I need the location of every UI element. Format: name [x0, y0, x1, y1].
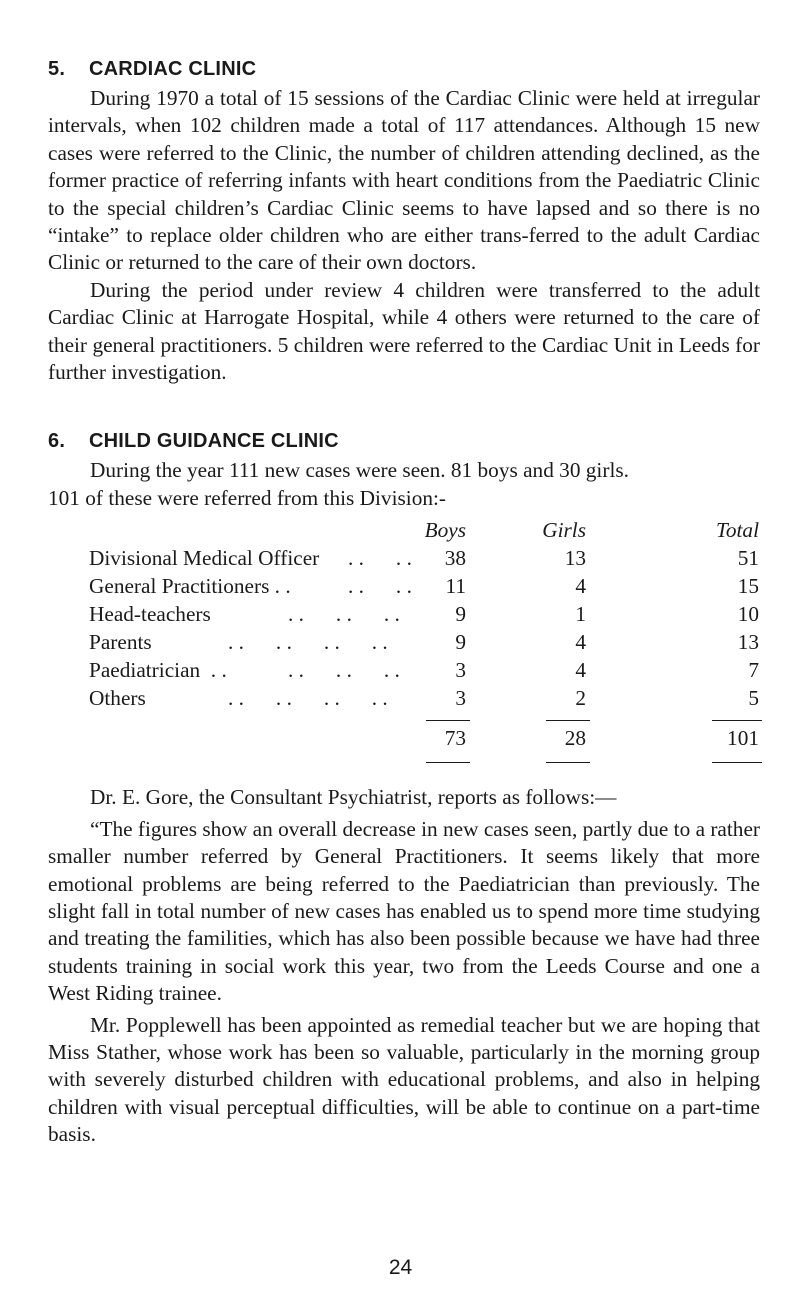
psychiatrist-quote-paragraph: “The figures show an overall decrease in new cases seen, partly due to a rather smaller number referred by General Practitioners. It seems likely that more emotional problems are being referred to the Paediatrician than previously. The slight fall in total number of new cases has enabled us to spend more time studying and treating the familities, which has also been possible because we have had three students training in social work this year, two from the Leeds Course and one a West Riding trainee. [48, 816, 760, 1006]
referral-table [48, 518, 760, 754]
table-header-row [48, 518, 760, 546]
closing-rule-boys [426, 762, 470, 763]
totals-boys: 73 [444, 726, 466, 751]
guidance-intro-line-2: 101 of these were referred from this Division:- [48, 485, 447, 510]
row-total: 7 [748, 658, 759, 683]
row-total: 51 [737, 546, 759, 571]
section-6-heading [48, 430, 760, 453]
row-label: Divisional Medical Officer [89, 546, 320, 571]
document-page [48, 58, 760, 1149]
row-boys: 9 [455, 602, 466, 627]
row-girls: 2 [575, 686, 586, 711]
row-girls: 4 [575, 574, 586, 599]
row-label: Paediatrician . . [89, 658, 227, 683]
closing-rule-girls [546, 762, 590, 763]
totals-total: 101 [727, 726, 759, 751]
row-label: Others [89, 686, 146, 711]
row-boys: 38 [444, 546, 466, 571]
row-leader-dots: . . . . . . . . [228, 630, 388, 655]
row-leader-dots: . . . . [348, 546, 412, 571]
row-label: General Practitioners . . [89, 574, 291, 599]
row-girls: 4 [575, 630, 586, 655]
header-girls: Girls [542, 518, 586, 543]
table-row [48, 602, 760, 630]
row-total: 15 [737, 574, 759, 599]
row-leader-dots: . . . . . . [288, 658, 400, 683]
section-6-title: CHILD GUIDANCE CLINIC [89, 430, 339, 453]
row-label: Parents [89, 630, 152, 655]
section-5-title: CARDIAC CLINIC [89, 58, 257, 80]
header-boys: Boys [424, 518, 466, 543]
cardiac-paragraph-2: During the period under review 4 children were transferred to the adult Cardiac Clinic at Harrogate Hospital, while 4 others were returned to the care of their general practitioners. 5 children were referred to the Cardiac Unit in Leeds for further investigation. [48, 277, 760, 385]
report-intro-paragraph: Dr. E. Gore, the Consultant Psychiatrist, reports as follows:— [90, 785, 617, 810]
section-6-number: 6. [48, 430, 66, 453]
row-leader-dots: . . . . [348, 574, 412, 599]
row-boys: 3 [455, 658, 466, 683]
row-total: 13 [737, 630, 759, 655]
row-leader-dots: . . . . . . [288, 602, 400, 627]
row-boys: 11 [445, 574, 466, 599]
subtotal-rule-boys [426, 720, 470, 721]
row-total: 5 [748, 686, 759, 711]
section-5-number: 5. [48, 58, 66, 80]
row-total: 10 [737, 602, 759, 627]
row-girls: 4 [575, 658, 586, 683]
table-row [48, 658, 760, 686]
table-totals-row [48, 726, 760, 754]
section-5-heading [48, 58, 760, 81]
table-row [48, 574, 760, 602]
header-total: Total [715, 518, 759, 543]
table-row [48, 630, 760, 658]
table-row [48, 546, 760, 574]
row-label: Head-teachers [89, 602, 211, 627]
final-paragraph: Mr. Popplewell has been appointed as remedial teacher but we are hoping that Miss Stather, whose work has been so valuable, particularly in the morning group with severely disturbed children with educational problems, and also in helping children with visual perceptual difficulties, will be able to continue on a part-time basis. [48, 1012, 760, 1147]
row-leader-dots: . . . . . . . . [228, 686, 388, 711]
row-girls: 13 [564, 546, 586, 571]
row-boys: 3 [455, 686, 466, 711]
subtotal-rule-girls [546, 720, 590, 721]
closing-rules [48, 754, 760, 784]
page-number: 24 [388, 1256, 413, 1279]
guidance-intro-line-1: During the year 111 new cases were seen. 81 boys and 30 girls. [90, 458, 629, 483]
closing-rule-total [712, 762, 762, 763]
row-girls: 1 [575, 602, 586, 627]
cardiac-paragraph-1: During 1970 a total of 15 sessions of the Cardiac Clinic were held at irregular intervals, when 102 children made a total of 117 attendances. Although 15 new cases were referred to the Clinic, the number of children attending declined, as the former practice of referring infants with heart conditions from the Paediatric Clinic to the special children’s Cardiac Clinic seems to have lapsed and so there is no “intake” to replace older children who are either trans-ferred to the adult Cardiac Clinic or returned to the care of their own doctors. [48, 86, 760, 275]
totals-girls: 28 [564, 726, 586, 751]
subtotal-rule-total [712, 720, 762, 721]
row-boys: 9 [455, 630, 466, 655]
table-row [48, 686, 760, 714]
